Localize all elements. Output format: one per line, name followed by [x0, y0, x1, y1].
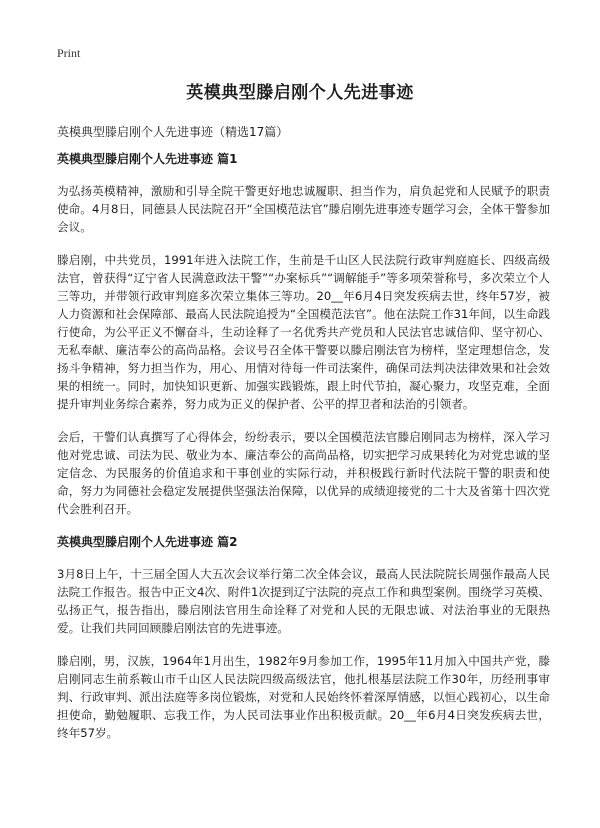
page-title: 英模典型滕启刚个人先进事迹 [186, 83, 414, 103]
paragraph: 3月8日上午，十三届全国人大五次会议举行第二次全体会议，最高人民法院院长周强作最高人民法院工作报告。报告中正文4次、附件1次提到辽宁法院的亮点工作和典型案例。围绕学习英模、弘扬正气，报告指出，滕启刚法官用生命诠释了对党和人民的无限忠诚、对法治事业的无限热爱。让我们共同回顾滕启刚法官的先进事迹。 [57, 567, 550, 635]
doc-subtitle: 英模典型滕启刚个人先进事迹（精选17篇） [57, 125, 289, 139]
paragraph: 会后，干警们认真撰写了心得体会，纷纷表示，要以全国模范法官滕启刚同志为榜样，深入学习他对党忠诚、司法为民、敬业为本、廉洁奉公的高尚品格，切实把学习成果转化为对党忠诚的坚定信念、为民服务的价值追求和干事创业的实际行动，并积极践行新时代法院干警的职责和使命，努力为同德社会稳定发展提供坚强法治保障，以优异的成绩迎接党的二十大及省第十四次党代会胜利召开。 [57, 430, 550, 516]
section-2 [57, 533, 550, 742]
paragraph: 为弘扬英模精神，激励和引导全院干警更好地忠诚履职、担当作为，肩负起党和人民赋予的职责使命。4月8日，同德县人民法院召开“全国模范法官”滕启刚先进事迹专题学习会，全体干警参加会议。 [57, 184, 550, 234]
section-heading: 英模典型滕启刚个人先进事迹 篇2 [57, 535, 238, 549]
print-link[interactable]: Print [57, 46, 81, 60]
paragraph: 滕启刚，男，汉族，1964年1月出生，1982年9月参加工作，1995年11月加入中国共产党，滕启刚同志生前系鞍山市千山区人民法院四级高级法官，他扎根基层法院工作30年，历经刑事审判、行政审判、派出法庭等多岗位锻炼，对党和人民始终怀着深厚情感，以恒心践初心，以生命担使命，勤勉履职、忘我工作，为人民司法事业作出积极贡献。20__年6月4日突发疾病去世，终年57岁。 [57, 654, 550, 740]
article-body [57, 150, 550, 757]
section-1 [57, 150, 550, 518]
section-heading: 英模典型滕启刚个人先进事迹 篇1 [57, 152, 238, 166]
paragraph: 滕启刚，中共党员，1991年进入法院工作，生前是千山区人民法院行政审判庭庭长、四级高级法官，曾获得“辽宁省人民满意政法干警”“办案标兵”“调解能手”等多项荣誉称号，多次荣立个人三等功，并带领行政审判庭多次荣立集体三等功。20__年6月4日突发疾病去世，终年57岁，被人力资源和社会保障部、最高人民法院追授为“全国模范法官”。他在法院工作31年间，以生命践行使命，为公平正义不懈奋斗，生动诠释了一名优秀共产党员和人民法官忠诚信仰、坚守初心、无私奉献、廉洁奉公的高尚品格。会议号召全体干警要以滕启刚法官为榜样，坚定理想信念，发扬斗争精神，努力担当作为，用心、用情对待每一件司法案件，确保司法判决法律效果和社会效果的相统一。同时，加快知识更新、加强实践锻炼，跟上时代节拍，凝心聚力，攻坚克难，全面提升审判业务综合素养，努力成为正义的保护者、公平的捍卫者和法治的引领者。 [57, 253, 550, 411]
